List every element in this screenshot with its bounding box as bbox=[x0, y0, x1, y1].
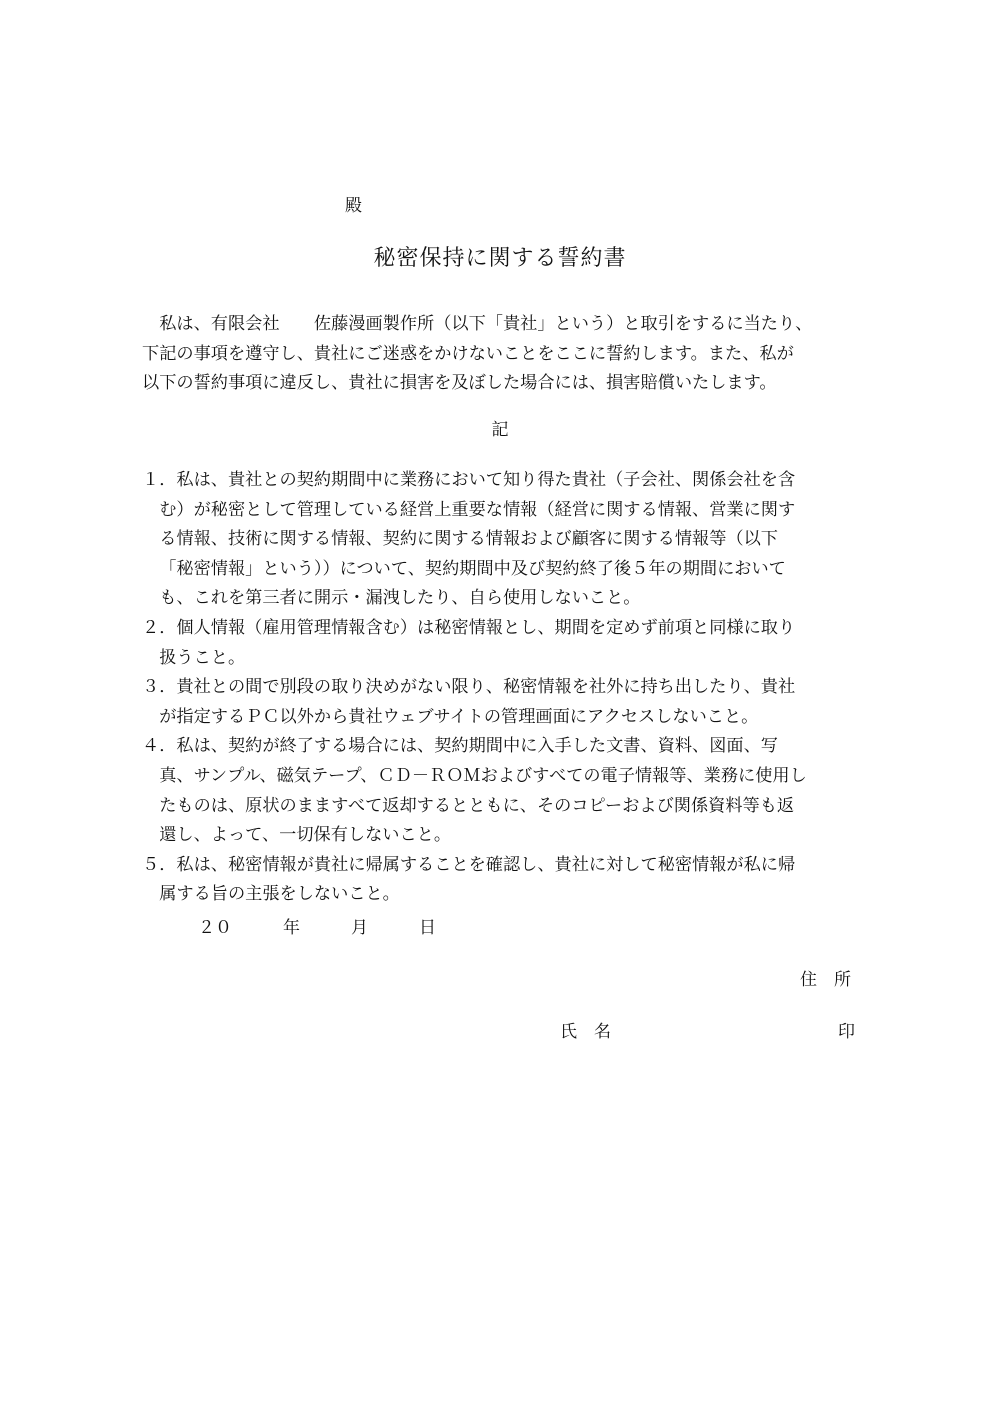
pledge-item-4 bbox=[142, 732, 862, 850]
pledge-item-5 bbox=[142, 851, 862, 910]
pledge-item-2 bbox=[142, 614, 862, 673]
pledge-item-1 bbox=[142, 466, 862, 614]
item-line: ２．個人情報（雇用管理情報含む）は秘密情報とし、期間を定めず前項と同様に取り bbox=[142, 617, 796, 638]
item-line: 属する旨の主張をしないこと。 bbox=[159, 884, 400, 905]
intro-paragraph bbox=[142, 310, 858, 399]
pledge-items bbox=[142, 466, 862, 910]
address-label: 住 所 bbox=[800, 970, 851, 990]
item-line: 扱うこと。 bbox=[159, 647, 246, 668]
name-label: 氏 名 bbox=[560, 1022, 611, 1042]
document-title: 秘密保持に関する誓約書 bbox=[373, 246, 627, 271]
item-line: む）が秘密として管理している経営上重要な情報（経営に関する情報、営業に関す bbox=[159, 499, 796, 520]
intro-line: 以下の誓約事項に違反し、貴社に損害を及ぼした場合には、損害賠償いたします。 bbox=[142, 373, 777, 393]
date-line: ２０ 年 月 日 bbox=[198, 918, 436, 938]
item-line: 「秘密情報」という））について、契約期間中及び契約終了後５年の期間において bbox=[159, 558, 786, 579]
item-line: ５．私は、秘密情報が貴社に帰属することを確認し、貴社に対して秘密情報が私に帰 bbox=[142, 854, 796, 875]
pledge-item-3 bbox=[142, 673, 862, 732]
addressee-suffix: 殿 bbox=[345, 196, 362, 216]
item-line: が指定するＰＣ以外から貴社ウェブサイトの管理画面にアクセスしないこと。 bbox=[159, 706, 759, 727]
item-line: 真、サンプル、磁気テープ、ＣＤ－ＲＯＭおよびすべての電子情報等、業務に使用し bbox=[159, 765, 807, 786]
ki-heading: 記 bbox=[491, 420, 509, 440]
intro-line: 下記の事項を遵守し、貴社にご迷惑をかけないことをここに誓約します。また、私が bbox=[142, 343, 794, 364]
item-line: １．私は、貴社との契約期間中に業務において知り得た貴社（子会社、関係会社を含 bbox=[142, 470, 796, 490]
intro-line: 私は、有限会社 佐藤漫画製作所（以下「貴社」という）と取引をするに当たり、 bbox=[142, 314, 813, 334]
item-line: たものは、原状のまますべて返却するとともに、そのコピーおよび関係資料等も返 bbox=[159, 795, 795, 816]
item-line: 還し、よって、一切保有しないこと。 bbox=[159, 825, 452, 846]
item-line: も、これを第三者に開示・漏洩したり、自ら使用しないこと。 bbox=[159, 588, 641, 609]
item-line: る情報、技術に関する情報、契約に関する情報および顧客に関する情報等（以下 bbox=[159, 529, 778, 550]
item-line: ４．私は、契約が終了する場合には、契約期間中に入手した文書、資料、図面、写 bbox=[142, 736, 778, 757]
item-line: ３．貴社との間で別段の取り決めがない限り、秘密情報を社外に持ち出したり、貴社 bbox=[142, 677, 796, 698]
seal-label: 印 bbox=[838, 1022, 855, 1042]
